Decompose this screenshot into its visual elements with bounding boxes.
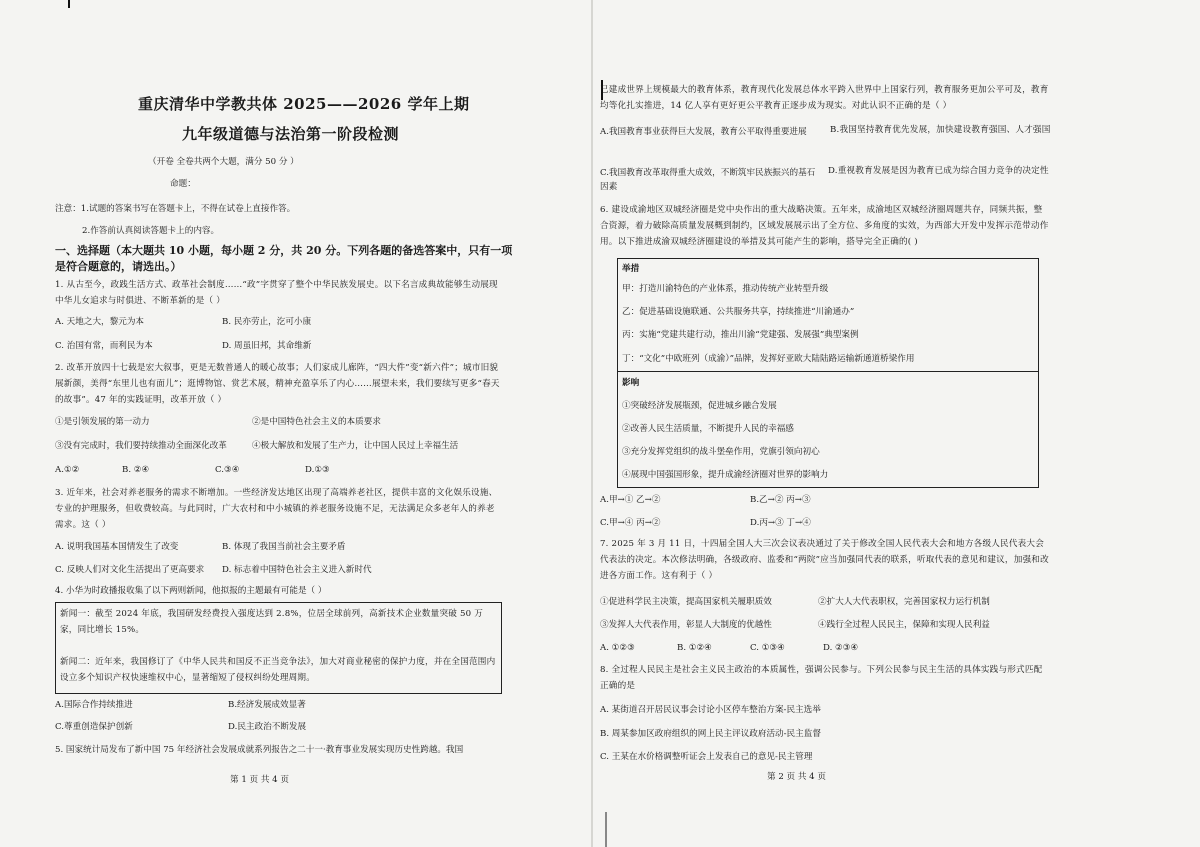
- scan-mark: [605, 812, 607, 847]
- q3-stem: 3. 近年来，社会对养老服务的需求不断增加。一些经济发达地区出现了高端养老社区，提供丰富的文化娱乐设施、专业的护理服务，但收费较高。与此同时，广大农村和中小城镇的养老服务设施不足，无法满足众多老年人的养老需求。这（ ）: [55, 488, 498, 530]
- q3-option-a: A. 说明我国基本国情发生了改变: [55, 542, 179, 552]
- q5-option-d: D.重视教育发展是因为教育已成为综合国力竞争的决定性因素: [600, 166, 1049, 192]
- q6-table-divider: [618, 371, 1038, 372]
- exam-subtitle: 九年级道德与法治第一阶段检测: [182, 125, 400, 143]
- exam-title: 重庆清华中学教共体 2025——2026 学年上期: [138, 95, 470, 113]
- q5-option-a: A.我国教育事业获得巨大发展，教育公平取得重要进展: [600, 127, 807, 137]
- q8-option-c: C. 王某在水价格调整听证会上发表自己的意见-民主管理: [600, 752, 813, 762]
- q4-news-box: [55, 602, 502, 694]
- q6-measures-header: 举措: [622, 264, 640, 274]
- q2-option-c: C.③④: [215, 465, 240, 475]
- exam-page-right: [595, 0, 1200, 847]
- setter-label: 命题：: [170, 179, 196, 189]
- q1-option-a: A. 天地之大，黎元为本: [55, 317, 145, 327]
- q4-option-c: C.尊重创造保护创新: [55, 722, 133, 732]
- q6-effects-header: 影响: [622, 378, 640, 388]
- q3-option-c: C. 反映人们对文化生活提出了更高要求: [55, 565, 205, 575]
- q8-option-a: A. 某街道召开居民议事会讨论小区停车整治方案-民主选举: [600, 705, 821, 715]
- q5-option-c: C.我国教育改革取得重大成效，不断筑牢民族振兴的基石: [600, 168, 816, 178]
- q6-effect-2: ②改善人民生活质量，不断提升人民的幸福感: [622, 424, 794, 434]
- q7-item-2: ②扩大人大代表职权，完善国家权力运行机制: [818, 597, 990, 607]
- q5-stem-cont: 已建成世界上规模最大的教育体系，教育现代化发展总体水平跨入世界中上国家行列，教育服务更加公平可及，教育均等化扎实推进，14 亿人享有更好更公平教育正逐步成为现实。对此认识不正确的是（ ）: [600, 85, 1049, 111]
- q2-item-1: ①是引领发展的第一动力: [55, 417, 150, 427]
- q2-option-d: D.①③: [305, 465, 330, 475]
- section-title: 一、选择题（本大题共 10 小题，每小题 2 分，共 20 分。下列各题的备选答案中，只有一项: [55, 244, 513, 257]
- q2-option-a: A.①②: [55, 465, 80, 475]
- q6-effect-3: ③充分发挥党组织的战斗堡垒作用，党旗引领向初心: [622, 447, 820, 457]
- q4-option-d: D.民主政治不断发展: [228, 722, 307, 732]
- q7-option-b: B. ①②④: [677, 643, 712, 653]
- q6-stem: 6. 建设成渝地区双城经济圈是党中央作出的重大战略决策。五年来，成渝地区双城经济圈周题共存，同频共振，整合资源，着力破除高质量发展概到制约，区域发展展示出了全方位、多角度的实效，为西部大开发中发挥示范带动作用。以下推进成渝双城经济圈建设的举措及其可能产生的影响，搭导完全正确的( ): [600, 205, 1049, 247]
- scan-mark: [68, 0, 70, 8]
- q8-stem: 8. 全过程人民民主是社会主义民主政治的本质属性，强调公民参与。下列公民参与民主生活的具体实践与形式匹配正确的是: [600, 665, 1043, 691]
- q4-option-a: A.国际合作持续推进: [55, 700, 133, 710]
- note-1: 注意：1.试题的答案书写在答题卡上，不得在试卷上直接作答。: [55, 204, 296, 214]
- exam-info: （开卷 全卷共两个大题，满分 50 分 ）: [148, 157, 299, 167]
- q4-news-1: 新闻一：截至 2024 年底，我国研发经费投入强度达到 2.8%，位居全球前列，高新技术企业数量突破 50 万家，同比增长 15%。: [60, 609, 484, 635]
- q7-item-3: ③发挥人大代表作用，彰显人大制度的优越性: [600, 620, 772, 630]
- q7-stem: 7. 2025 年 3 月 11 日，十四届全国人大三次会议表决通过了关于修改全国人民代表大会和地方各级人民代表大会代表法的决定。本次修法明确，各级政府、监委和“两院”应当加强同代表的联系，听取代表的意见和建议，加强和改进各方面工作。这有利于（ ）: [600, 539, 1049, 581]
- q6-option-b: B.乙→② 丙→③: [750, 495, 811, 505]
- q4-stem: 4. 小华为时政播报收集了以下两则新闻，他拟报的主题最有可能是（ ）: [55, 586, 327, 596]
- q4-news-2: 新闻二：近年来，我国修订了《中华人民共和国反不正当竞争法》，加大对商业秘密的保护力度，并在全国范围内设立多个知识产权快速维权中心，显著缩短了侵权纠纷处理周期。: [60, 657, 496, 683]
- section-title-cont: 是符合题意的，请选出。）: [55, 260, 182, 273]
- q2-item-3: ③没有完成时，我们要持续推动全面深化改革: [55, 441, 227, 451]
- q7-item-1: ①促进科学民主决策，提高国家机关履职质效: [600, 597, 772, 607]
- q2-item-2: ②是中国特色社会主义的本质要求: [252, 417, 381, 427]
- page-number-2: 第 2 页 共 4 页: [767, 772, 826, 782]
- q2-item-4: ④极大解放和发展了生产力，让中国人民过上幸福生活: [252, 441, 459, 451]
- q3-option-b: B. 体现了我国当前社会主要矛盾: [222, 542, 346, 552]
- q6-option-d: D.丙→③ 丁→④: [750, 518, 811, 528]
- page-number-1: 第 1 页 共 4 页: [230, 775, 289, 785]
- q5-stem-start: 5. 国家统计局发布了新中国 75 年经济社会发展成就系列报告之二十一·教育事业发展实现历史性跨越。我国: [55, 745, 464, 755]
- q6-option-a: A.甲→① 乙→②: [600, 495, 661, 505]
- q5-option-b: B.我国坚持教育优先发展，加快建设教育强国、人才强国: [830, 125, 1051, 135]
- q2-option-b: B. ②④: [122, 465, 150, 475]
- page-fold: [591, 0, 593, 847]
- q7-option-c: C. ①③④: [750, 643, 785, 653]
- q6-measure-3: 丙：实施“党建共建行动，推出川渝“党建强、发展强”典型案例: [622, 330, 859, 340]
- q4-option-b: B.经济发展成效显著: [228, 700, 306, 710]
- q7-item-4: ④践行全过程人民民主，保障和实现人民利益: [818, 620, 990, 630]
- q1-option-b: B. 民亦劳止，汔可小康: [222, 317, 312, 327]
- q7-option-d: D. ②③④: [823, 643, 859, 653]
- q6-option-c: C.甲→④ 丙→②: [600, 518, 661, 528]
- q1-option-c: C. 治国有常，而利民为本: [55, 341, 153, 351]
- q3-option-d: D. 标志着中国特色社会主义进入新时代: [222, 565, 372, 575]
- q2-stem: 2. 改革开放四十七载是宏大叙事，更是无数普通人的暖心故事；人们家成儿廊阵，“四大件”变“新六件”；城市旧貌展新颜，美得“东里儿也有面儿”；逛博物馆、赏艺术展，精神充盈享乐了内心……展望未来，我们要续写更多“春天的故事”。47 年的实践证明，改革开放（ ）: [55, 363, 500, 405]
- exam-page-left: [0, 0, 590, 847]
- q8-option-b: B. 周某参加区政府组织的网上民主评议政府活动-民主监督: [600, 729, 821, 739]
- q6-effect-1: ①突破经济发展瓶颈，促进城乡融合发展: [622, 401, 777, 411]
- q1-option-d: D. 周虽旧邦，其命维新: [222, 341, 312, 351]
- q6-measure-2: 乙：促进基础设施联通、公共服务共享，持续推进“川渝通办”: [622, 307, 855, 317]
- q6-table: [617, 258, 1039, 488]
- q1-stem: 1. 从古至今，政践生活方式、政革社会制度……“政”字贯穿了整个中华民族发展史。以下名言成典故能够生动展现中华儿女追求与时俱进、不断革新的是（ ）: [55, 280, 498, 306]
- q6-effect-4: ④展现中国强国形象，提升成渝经济圈对世界的影响力: [622, 470, 829, 480]
- q6-measure-1: 甲：打造川渝特色的产业体系，推动传统产业转型升级: [622, 284, 829, 294]
- note-2: 2.作答前认真阅读答题卡上的内容。: [82, 226, 220, 236]
- q7-option-a: A. ①②③: [600, 643, 635, 653]
- q6-measure-4: 丁：“文化”中欧班列（成渝）”品牌，发挥好亚欧大陆陆路运输新通道桥梁作用: [622, 354, 915, 364]
